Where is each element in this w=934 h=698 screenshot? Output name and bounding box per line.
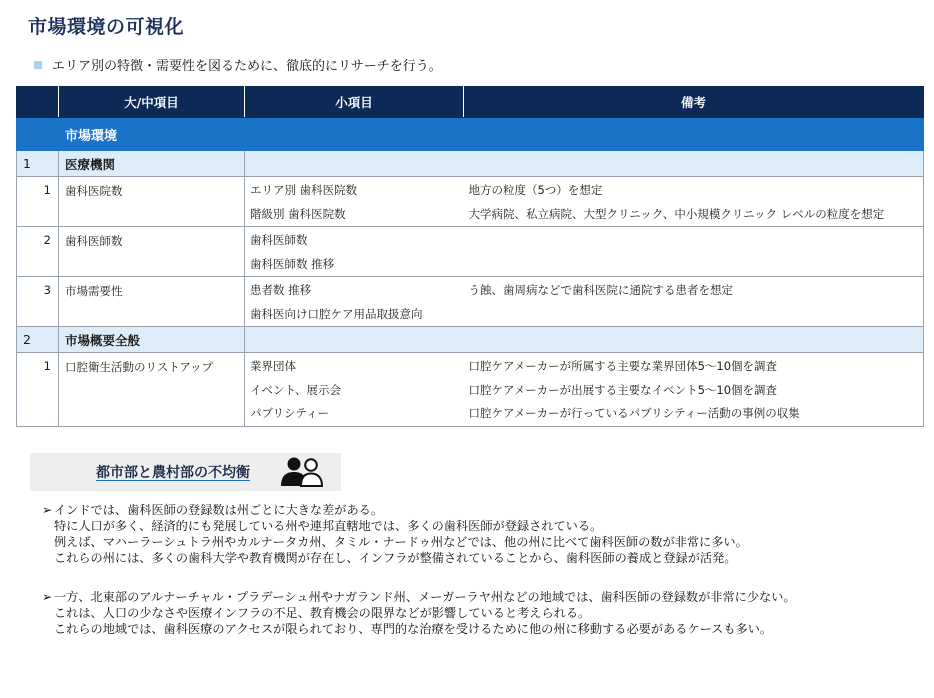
section-row — [17, 118, 924, 151]
research-table — [16, 86, 924, 427]
para-text: これらの地域では、歯科医療のアクセスが限られており、専門的な治療を受けるために他の州に移動する必要があるケースも多い。 — [54, 622, 773, 636]
category-number: 1 — [17, 151, 59, 177]
category-label: 市場概要全般 — [59, 327, 245, 353]
section-label: 市場環境 — [59, 118, 245, 151]
subtitle — [34, 55, 442, 74]
sub-item: 歯科医師数 推移 — [250, 256, 335, 271]
note-item: 大学病院、私立病院、大型クリニック、中小規模クリニック レベルの粒度を想定 — [468, 206, 885, 221]
para-text: 一方、北東部のアルナーチャル・プラデーシュ州やナガランド州、メーガーラヤ州などの地域では、歯科医師の登録数が非常に少ない。 — [54, 590, 796, 604]
item-name: 口腔衛生活動のリストアップ — [59, 353, 245, 427]
note-item — [464, 229, 924, 253]
item-name: 市場需要性 — [59, 277, 245, 327]
note-item: 口腔ケアメーカーが所属する主要な業界団体5～10個を調査 — [468, 359, 778, 373]
note-item: 地方の粒度（5つ）を想定 — [468, 183, 603, 197]
para-text: これらの州には、多くの歯科大学や教育機関が存在し、インフラが整備されていることから、歯科医師の養成と登録が活発。 — [54, 551, 737, 565]
sub-item: 業界団体 — [250, 359, 296, 373]
people-icon — [280, 456, 324, 492]
arrow-bullet-icon: ➢ — [42, 590, 53, 604]
section-blank — [17, 118, 59, 151]
category-fill — [245, 327, 924, 353]
sub-item: エリア別 歯科医院数 — [250, 183, 358, 197]
item-notes — [464, 227, 924, 277]
table-row — [17, 353, 924, 427]
item-subs — [245, 353, 464, 427]
paragraph-1 — [42, 502, 748, 566]
para-text: インドでは、歯科医師の登録数は州ごとに大きな差がある。 — [54, 503, 384, 517]
page-title: 市場環境の可視化 — [28, 16, 185, 38]
note-item — [464, 303, 924, 327]
item-subs — [245, 177, 464, 227]
sub-item: 歯科医師数 — [250, 233, 308, 247]
header-blank — [17, 87, 59, 118]
note-item — [464, 253, 924, 277]
category-row — [17, 151, 924, 177]
item-notes — [464, 277, 924, 327]
table-row — [17, 277, 924, 327]
category-row — [17, 327, 924, 353]
item-number: 1 — [17, 177, 59, 227]
section-heading: 都市部と農村部の不均衡 — [96, 465, 250, 481]
note-item: う蝕、歯周病などで歯科医院に通院する患者を想定 — [468, 283, 733, 297]
item-notes — [464, 353, 924, 427]
table-row — [17, 177, 924, 227]
item-name: 歯科医師数 — [59, 227, 245, 277]
paragraph-2 — [42, 589, 796, 637]
bullet-line — [42, 589, 796, 605]
header-sub: 小項目 — [245, 87, 464, 118]
para-text: これは、人口の少なさや医療インフラの不足、教育機会の限界などが影響していると考えられる。 — [54, 606, 591, 620]
note-item: 口腔ケアメーカーが行っているパブリシティー活動の事例の収集 — [468, 406, 800, 420]
item-notes — [464, 177, 924, 227]
table-header-row — [17, 87, 924, 118]
note-item: 口腔ケアメーカーが出展する主要なイベント5～10個を調査 — [468, 382, 778, 397]
arrow-bullet-icon: ➢ — [42, 503, 53, 517]
header-major: 大/中項目 — [59, 87, 245, 118]
sub-item: 階級別 歯科医院数 — [250, 206, 346, 221]
item-number: 3 — [17, 277, 59, 327]
category-number: 2 — [17, 327, 59, 353]
category-label: 医療機関 — [59, 151, 245, 177]
category-fill — [245, 151, 924, 177]
item-subs — [245, 227, 464, 277]
bullet-square-icon — [34, 61, 42, 69]
item-name: 歯科医院数 — [59, 177, 245, 227]
sub-item: 歯科医向け口腔ケア用品取扱意向 — [250, 306, 423, 321]
header-notes: 備考 — [464, 87, 924, 118]
sub-item: イベント、展示会 — [250, 382, 341, 397]
section-fill — [464, 118, 924, 151]
para-text: 例えば、マハーラーシュトラ州やカルナータカ州、タミル・ナードゥ州などでは、他の州に比べて歯科医師の数が非常に多い。 — [54, 535, 748, 549]
item-subs — [245, 277, 464, 327]
item-number: 1 — [17, 353, 59, 427]
subtitle-text: エリア別の特徴・需要性を図るために、徹底的にリサーチを行う。 — [52, 59, 442, 74]
section-fill — [245, 118, 464, 151]
bullet-line — [42, 502, 748, 518]
para-text: 特に人口が多く、経済的にも発展している州や連邦直轄地では、多くの歯科医師が登録されている。 — [54, 519, 603, 533]
sub-item: パブリシティー — [250, 406, 330, 420]
table-row — [17, 227, 924, 277]
sub-item: 患者数 推移 — [250, 283, 312, 297]
item-number: 2 — [17, 227, 59, 277]
